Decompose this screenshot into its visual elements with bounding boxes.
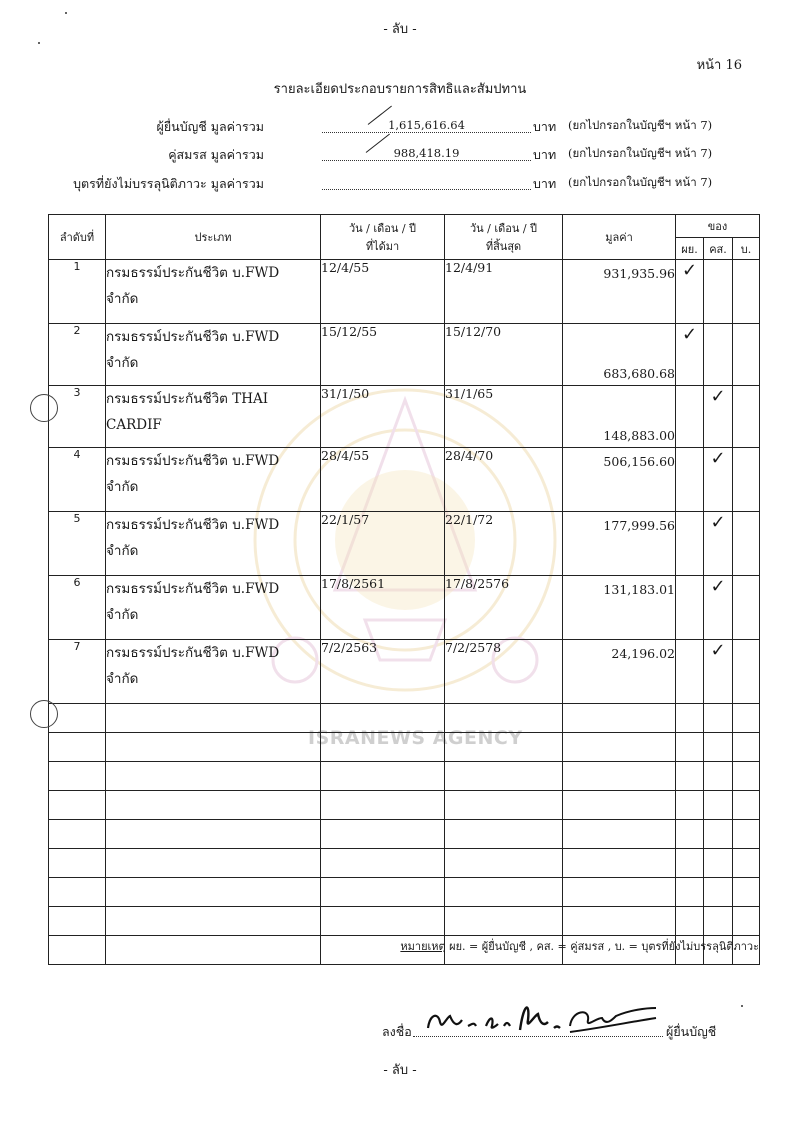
cell-type-line: จำกัด bbox=[106, 355, 139, 371]
cell-owner-child bbox=[733, 386, 760, 448]
cell-value: 24,196.02 bbox=[563, 640, 676, 704]
cell-date-acquired: 28/4/55 bbox=[321, 448, 445, 512]
cell-owner-child bbox=[733, 260, 760, 324]
empty-cell bbox=[704, 733, 733, 762]
cell-type-line: กรมธรรม์ประกันชีวิต THAI bbox=[106, 391, 269, 407]
cell-type bbox=[106, 386, 321, 448]
cell-type bbox=[106, 576, 321, 640]
cell-owner-spouse: ✓ bbox=[704, 448, 733, 512]
empty-cell bbox=[106, 762, 321, 791]
empty-cell bbox=[445, 849, 563, 878]
empty-cell bbox=[704, 878, 733, 907]
cell-owner-self bbox=[676, 640, 704, 704]
empty-cell bbox=[704, 849, 733, 878]
empty-cell bbox=[563, 820, 676, 849]
empty-cell bbox=[704, 907, 733, 936]
cell-no: 4 bbox=[49, 448, 106, 512]
cell-owner-child bbox=[733, 512, 760, 576]
empty-table-row bbox=[49, 878, 760, 907]
summary-note: (ยกไปกรอกในบัญชีฯ หน้า 7) bbox=[568, 175, 713, 189]
empty-cell bbox=[676, 878, 704, 907]
cell-type bbox=[106, 324, 321, 386]
empty-cell bbox=[563, 704, 676, 733]
cell-owner-spouse: ✓ bbox=[704, 576, 733, 640]
empty-cell bbox=[321, 762, 445, 791]
empty-table-row bbox=[49, 907, 760, 936]
empty-cell bbox=[106, 849, 321, 878]
cell-date-acquired: 7/2/2563 bbox=[321, 640, 445, 704]
cell-date-expiry: 31/1/65 bbox=[445, 386, 563, 448]
empty-table-row bbox=[49, 704, 760, 733]
scan-speck bbox=[38, 42, 40, 44]
cell-owner-self bbox=[676, 512, 704, 576]
empty-cell bbox=[733, 733, 760, 762]
cell-value: 148,883.00 bbox=[563, 386, 676, 448]
cell-type bbox=[106, 448, 321, 512]
empty-cell bbox=[563, 907, 676, 936]
empty-cell bbox=[445, 907, 563, 936]
empty-cell bbox=[563, 878, 676, 907]
col-header-date-expiry bbox=[445, 215, 563, 260]
empty-cell bbox=[676, 849, 704, 878]
empty-cell bbox=[321, 849, 445, 878]
cell-no: 3 bbox=[49, 386, 106, 448]
footer-confidential-mark: - ลับ - bbox=[383, 1063, 417, 1078]
empty-cell bbox=[704, 820, 733, 849]
cell-value: 177,999.56 bbox=[563, 512, 676, 576]
table-row bbox=[49, 640, 760, 704]
cell-type-line: จำกัด bbox=[106, 607, 139, 623]
cell-type-line: กรมธรรม์ประกันชีวิต บ.FWD bbox=[106, 265, 280, 281]
summary-row-declarant bbox=[0, 117, 800, 137]
document-title: รายละเอียดประกอบรายการสิทธิและสัมปทาน bbox=[273, 82, 527, 97]
cell-owner-spouse: ✓ bbox=[704, 386, 733, 448]
empty-cell bbox=[49, 762, 106, 791]
cell-owner-child bbox=[733, 640, 760, 704]
table-row bbox=[49, 576, 760, 640]
empty-cell bbox=[445, 762, 563, 791]
cell-date-acquired: 15/12/55 bbox=[321, 324, 445, 386]
scan-speck bbox=[65, 12, 67, 14]
cell-type-line: กรมธรรม์ประกันชีวิต บ.FWD bbox=[106, 453, 280, 469]
empty-cell bbox=[49, 849, 106, 878]
empty-cell bbox=[676, 733, 704, 762]
empty-cell bbox=[704, 704, 733, 733]
empty-cell bbox=[321, 820, 445, 849]
summary-note: (ยกไปกรอกในบัญชีฯ หน้า 7) bbox=[568, 118, 713, 132]
cell-owner-child bbox=[733, 576, 760, 640]
summary-note: (ยกไปกรอกในบัญชีฯ หน้า 7) bbox=[568, 146, 713, 160]
cell-type-line: จำกัด bbox=[106, 671, 139, 687]
empty-cell bbox=[106, 878, 321, 907]
cell-date-expiry: 12/4/91 bbox=[445, 260, 563, 324]
cell-owner-self: ✓ bbox=[676, 260, 704, 324]
empty-cell bbox=[321, 791, 445, 820]
page-number: หน้า 16 bbox=[696, 58, 742, 73]
cell-date-expiry: 28/4/70 bbox=[445, 448, 563, 512]
empty-cell bbox=[49, 907, 106, 936]
empty-cell bbox=[49, 820, 106, 849]
cell-owner-spouse bbox=[704, 324, 733, 386]
empty-cell bbox=[321, 704, 445, 733]
empty-cell bbox=[321, 878, 445, 907]
cell-date-acquired: 31/1/50 bbox=[321, 386, 445, 448]
empty-cell bbox=[704, 791, 733, 820]
empty-cell bbox=[49, 733, 106, 762]
empty-cell bbox=[106, 820, 321, 849]
empty-cell bbox=[321, 733, 445, 762]
summary-unit: บาท bbox=[533, 147, 557, 162]
table-row bbox=[49, 260, 760, 324]
empty-cell bbox=[49, 878, 106, 907]
signature-stroke bbox=[520, 1008, 560, 1030]
col-header-value: มูลค่า bbox=[563, 215, 676, 260]
empty-table-row bbox=[49, 791, 760, 820]
empty-table-row bbox=[49, 733, 760, 762]
cell-type bbox=[106, 512, 321, 576]
cell-value: 506,156.60 bbox=[563, 448, 676, 512]
col-header-date-line: วัน / เดือน / ปี bbox=[348, 222, 417, 235]
summary-value: 1,615,616.64 bbox=[388, 118, 465, 132]
empty-cell bbox=[733, 762, 760, 791]
empty-cell bbox=[445, 791, 563, 820]
summary-unit: บาท bbox=[533, 119, 557, 134]
empty-cell bbox=[676, 704, 704, 733]
col-header-owner-self: ผย. bbox=[676, 238, 704, 260]
scan-speck bbox=[741, 1005, 743, 1007]
cell-date-expiry: 22/1/72 bbox=[445, 512, 563, 576]
col-header-date-line: ที่ได้มา bbox=[365, 240, 400, 253]
cell-type-line: กรมธรรม์ประกันชีวิต บ.FWD bbox=[106, 645, 280, 661]
cell-owner-spouse: ✓ bbox=[704, 512, 733, 576]
cell-owner-spouse: ✓ bbox=[704, 640, 733, 704]
table-row bbox=[49, 448, 760, 512]
cell-type-line: กรมธรรม์ประกันชีวิต บ.FWD bbox=[106, 329, 280, 345]
empty-cell bbox=[445, 704, 563, 733]
cell-date-acquired: 22/1/57 bbox=[321, 512, 445, 576]
empty-cell bbox=[733, 907, 760, 936]
cell-type-line: จำกัด bbox=[106, 291, 139, 307]
col-header-date-line: ที่สิ้นสุด bbox=[485, 240, 522, 253]
cell-owner-self bbox=[676, 448, 704, 512]
table-row bbox=[49, 324, 760, 386]
summary-row-spouse bbox=[0, 145, 800, 165]
cell-date-acquired: 12/4/55 bbox=[321, 260, 445, 324]
cell-value: 131,183.01 bbox=[563, 576, 676, 640]
empty-cell bbox=[49, 791, 106, 820]
watermark-agency-text: ISRANEWS AGENCY bbox=[308, 727, 523, 749]
empty-cell bbox=[676, 762, 704, 791]
empty-cell bbox=[676, 820, 704, 849]
empty-table-row bbox=[49, 849, 760, 878]
summary-label: ผู้ยื่นบัญชี มูลค่ารวม bbox=[156, 119, 264, 134]
summary-label: คู่สมรส มูลค่ารวม bbox=[168, 147, 264, 162]
cell-value: 931,935.96 bbox=[563, 260, 676, 324]
signature-suffix: ผู้ยื่นบัญชี bbox=[666, 1024, 717, 1039]
summary-label: บุตรที่ยังไม่บรรลุนิติภาวะ มูลค่ารวม bbox=[73, 176, 264, 191]
signature-dotted-line bbox=[413, 1036, 663, 1037]
cell-type-line: กรมธรรม์ประกันชีวิต บ.FWD bbox=[106, 581, 280, 597]
empty-cell bbox=[445, 733, 563, 762]
signature-prefix: ลงชื่อ bbox=[382, 1024, 412, 1039]
empty-cell bbox=[704, 762, 733, 791]
summary-value: 988,418.19 bbox=[393, 146, 460, 160]
empty-cell bbox=[733, 791, 760, 820]
cell-owner-self bbox=[676, 386, 704, 448]
empty-cell bbox=[106, 907, 321, 936]
rights-concessions-table bbox=[48, 214, 760, 965]
cell-type bbox=[106, 260, 321, 324]
summary-row-children bbox=[0, 174, 800, 194]
empty-cell bbox=[733, 820, 760, 849]
cell-date-expiry: 7/2/2578 bbox=[445, 640, 563, 704]
col-header-owner: ของ bbox=[676, 215, 760, 238]
cell-no: 1 bbox=[49, 260, 106, 324]
cell-type bbox=[106, 640, 321, 704]
empty-cell bbox=[676, 791, 704, 820]
empty-cell bbox=[563, 791, 676, 820]
cell-no: 5 bbox=[49, 512, 106, 576]
cell-owner-self: ✓ bbox=[676, 324, 704, 386]
empty-cell bbox=[106, 936, 321, 965]
cell-owner-child bbox=[733, 324, 760, 386]
cell-type-line: CARDIF bbox=[106, 417, 162, 433]
empty-cell bbox=[563, 849, 676, 878]
handwritten-signature bbox=[420, 996, 660, 1036]
remark-text: ผย. = ผู้ยื่นบัญชี , คส. = คู่สมรส , บ. = บุตรที่ยังไม่บรรลุนิติภาวะ bbox=[445, 940, 759, 953]
empty-cell bbox=[733, 878, 760, 907]
empty-cell bbox=[106, 733, 321, 762]
punch-hole-mark bbox=[30, 394, 58, 422]
empty-table-row bbox=[49, 820, 760, 849]
cell-owner-child bbox=[733, 448, 760, 512]
remark-label: หมายเหตุ bbox=[400, 940, 446, 953]
cell-date-expiry: 17/8/2576 bbox=[445, 576, 563, 640]
empty-cell bbox=[106, 791, 321, 820]
signature-stroke bbox=[428, 1016, 510, 1028]
empty-cell bbox=[733, 849, 760, 878]
summary-unit: บาท bbox=[533, 176, 557, 191]
table-row bbox=[49, 386, 760, 448]
empty-cell bbox=[445, 878, 563, 907]
cell-owner-spouse bbox=[704, 260, 733, 324]
empty-cell bbox=[563, 733, 676, 762]
punch-hole-mark bbox=[30, 700, 58, 728]
remark-note bbox=[400, 937, 759, 955]
cell-no: 2 bbox=[49, 324, 106, 386]
cell-no: 7 bbox=[49, 640, 106, 704]
empty-cell bbox=[321, 907, 445, 936]
empty-cell bbox=[106, 704, 321, 733]
cell-type-line: กรมธรรม์ประกันชีวิต บ.FWD bbox=[106, 517, 280, 533]
cell-owner-self bbox=[676, 576, 704, 640]
col-header-type: ประเภท bbox=[106, 215, 321, 260]
empty-cell bbox=[733, 704, 760, 733]
cell-type-line: จำกัด bbox=[106, 479, 139, 495]
empty-table-row bbox=[49, 762, 760, 791]
header-confidential-mark: - ลับ - bbox=[383, 22, 417, 37]
col-header-no: ลำดับที่ bbox=[49, 215, 106, 260]
col-header-owner-child: บ. bbox=[733, 238, 760, 260]
cell-date-expiry: 15/12/70 bbox=[445, 324, 563, 386]
cell-type-line: จำกัด bbox=[106, 543, 139, 559]
cell-no: 6 bbox=[49, 576, 106, 640]
cell-value: 683,680.68 bbox=[563, 324, 676, 386]
signature-stroke bbox=[570, 1008, 656, 1032]
cell-date-acquired: 17/8/2561 bbox=[321, 576, 445, 640]
empty-cell bbox=[49, 936, 106, 965]
table-row bbox=[49, 512, 760, 576]
empty-cell bbox=[563, 762, 676, 791]
summary-dotted-line bbox=[322, 174, 531, 190]
col-header-owner-spouse: คส. bbox=[704, 238, 733, 260]
col-header-date-line: วัน / เดือน / ปี bbox=[469, 222, 538, 235]
empty-cell bbox=[445, 820, 563, 849]
col-header-date-acquired bbox=[321, 215, 445, 260]
empty-cell bbox=[676, 907, 704, 936]
